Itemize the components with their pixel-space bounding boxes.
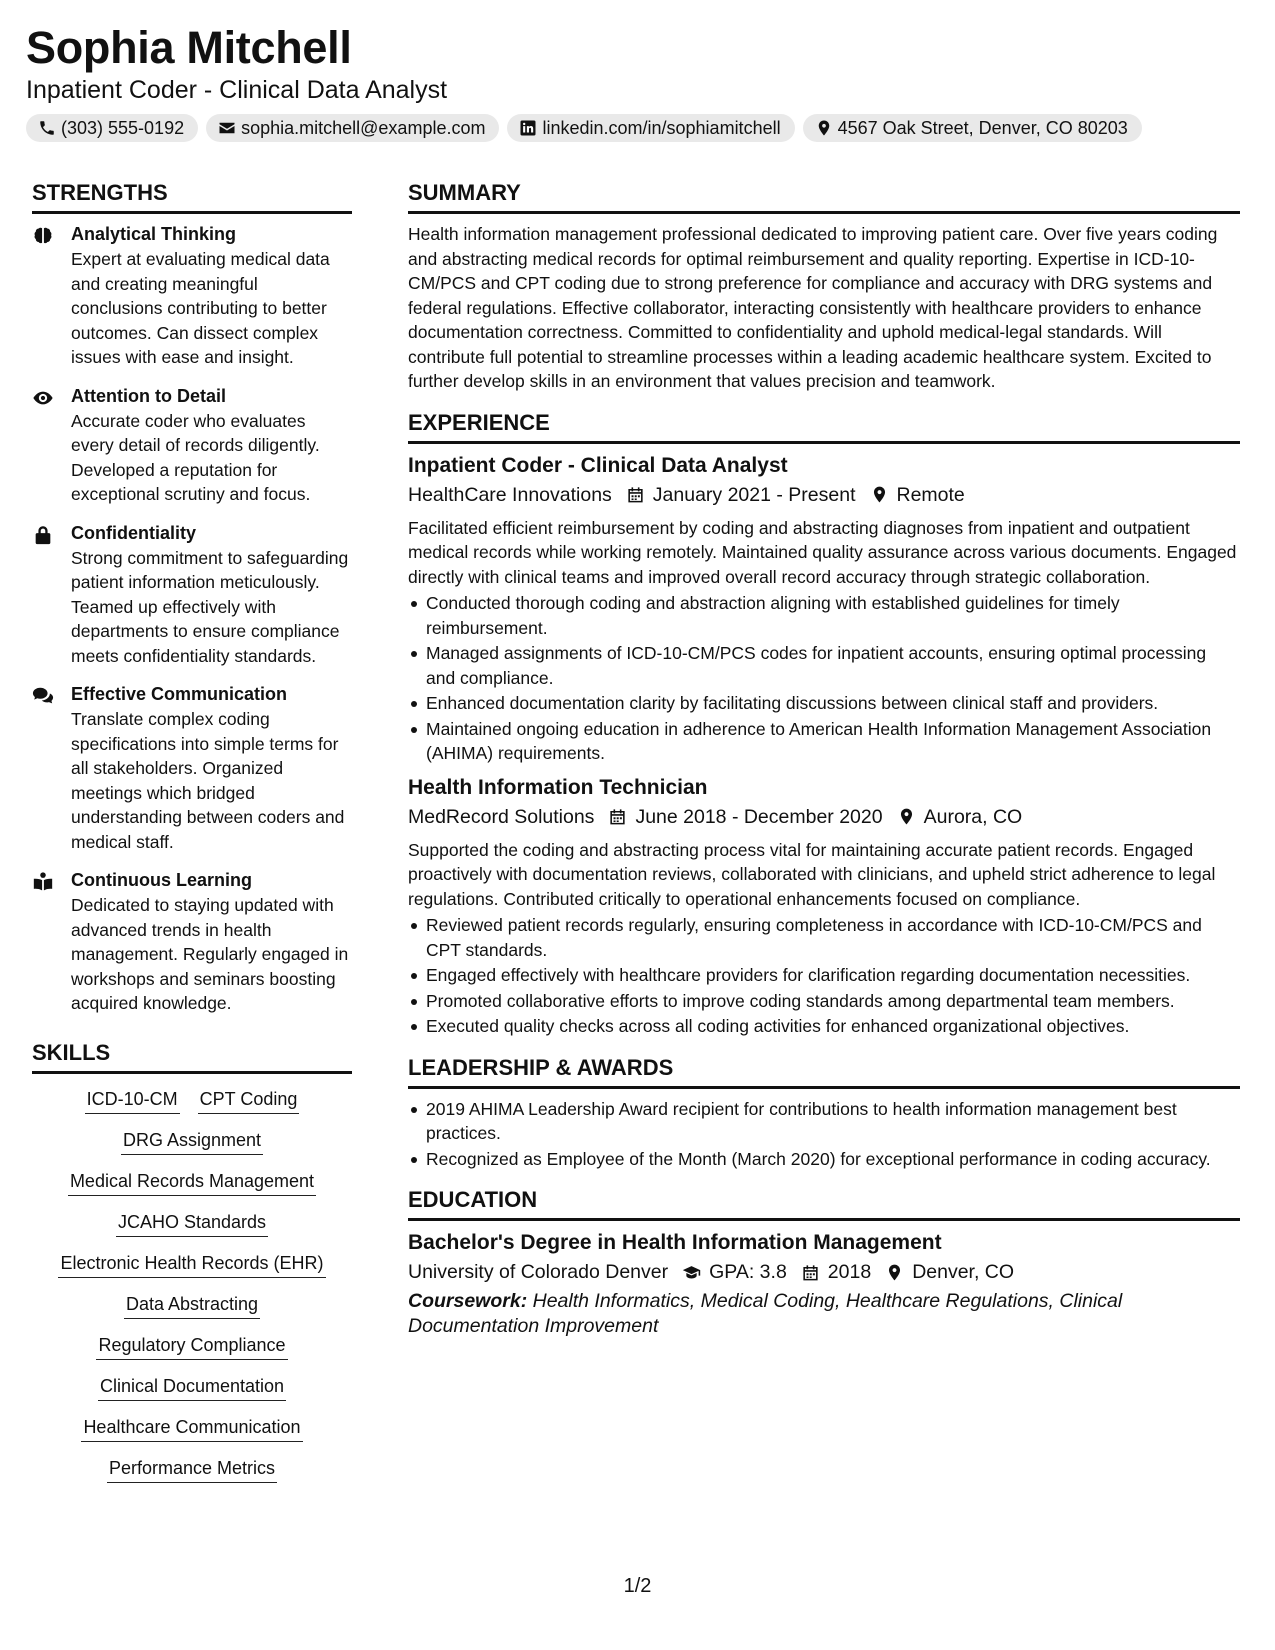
- job-meta: [408, 802, 1240, 832]
- job-bullets: [408, 591, 1240, 766]
- summary-text: Health information management professional dedicated to improving patient care. Over five years coding and abstracting medical records for optimal reimbursement and quality reporting. Expertise in ICD-10-CM/PCS and CPT coding due to strong preference for compliance and accuracy with DRG systems and federal regulations. Effective collaborator, interacting consistently with healthcare providers to enhance documentation correctness. Committed to confidentiality and uphold medical-legal standards. Will contribute full potential to streamline processes within a leading academic healthcare system. Excited to further develop skills in an environment that values precision and teamwork.: [408, 224, 1218, 391]
- candidate-headline: Inpatient Coder - Clinical Data Analyst: [26, 76, 448, 104]
- education-entry: [408, 1229, 1240, 1339]
- strengths-heading: STRENGTHS: [32, 178, 352, 214]
- contact-phone[interactable]: [26, 114, 198, 142]
- job-bullet: Promoted collaborative efforts to improve coding standards among departmental team members.: [408, 989, 1240, 1014]
- map-pin-icon: [885, 1263, 904, 1282]
- contact-address: [803, 114, 1142, 142]
- map-pin-icon: [870, 485, 889, 504]
- job-description: Facilitated efficient reimbursement by coding and abstracting diagnoses from inpatient and outpatient medical records while working remotely. Maintained quality assurance across various documents. Engaged directly with clinical teams and improved overall record accuracy through strategic collaboration.: [408, 517, 1237, 587]
- strength-desc: Expert at evaluating medical data and creating meaningful conclusions contributing to better outcomes. Can dissect complex issues with ease and insight.: [71, 249, 330, 367]
- coursework-text: Health Informatics, Medical Coding, Healthcare Regulations, Clinical Documentation Improvement: [408, 1290, 1123, 1337]
- book-reader-icon: [32, 871, 54, 893]
- strength-item: [32, 384, 352, 507]
- skill-tag: ICD-10-CM: [85, 1086, 180, 1114]
- right-column: [408, 178, 1240, 1339]
- strength-desc: Dedicated to staying updated with advanced trends in health management. Regularly engaged in workshops and seminars boosting acquired knowledge.: [71, 895, 349, 1013]
- strength-item: [32, 682, 352, 854]
- job-dates: June 2018 - December 2020: [635, 805, 883, 828]
- job-entry: [408, 774, 1240, 1039]
- strength-desc: Translate complex coding specifications into simple terms for all stakeholders. Organized meetings which bridged understanding between coders and medical staff.: [71, 709, 345, 852]
- strength-item: [32, 868, 352, 1016]
- skills-heading: SKILLS: [32, 1038, 352, 1074]
- skills-list: [32, 1084, 352, 1483]
- strength-title: Continuous Learning: [71, 870, 252, 890]
- award-item: Recognized as Employee of the Month (March 2020) for exceptional performance in coding accuracy.: [408, 1147, 1240, 1172]
- job-description: Supported the coding and abstracting process vital for maintaining accurate patient records. Engaged proactively with documentation reviews, collaborated with clinicians, and upheld strict adherence to legal regulations. Contributed critically to operational enhancements focused on compliance.: [408, 839, 1216, 909]
- graduation-cap-icon: [682, 1263, 701, 1282]
- job-bullet: Reviewed patient records regularly, ensuring completeness in accordance with ICD-10-CM/PCS and CPT standards.: [408, 913, 1240, 962]
- award-item: 2019 AHIMA Leadership Award recipient for contributions to health information management best practices.: [408, 1097, 1240, 1146]
- job-bullet: Conducted thorough coding and abstraction aligning with established guidelines for timely reimbursement.: [408, 591, 1240, 640]
- job-title: Health Information Technician: [408, 775, 708, 799]
- contact-linkedin[interactable]: [507, 114, 794, 142]
- phone-icon: [38, 119, 56, 137]
- contact-email[interactable]: [206, 114, 499, 142]
- candidate-name: Sophia Mitchell: [26, 22, 352, 73]
- contact-address-text: 4567 Oak Street, Denver, CO 80203: [837, 118, 1128, 138]
- job-bullet: Engaged effectively with healthcare providers for clarification regarding documentation necessities.: [408, 963, 1240, 988]
- skill-tag: Regulatory Compliance: [96, 1332, 287, 1360]
- job-bullets: [408, 913, 1240, 1039]
- skill-tag: JCAHO Standards: [116, 1209, 268, 1237]
- skill-tag: Data Abstracting: [124, 1291, 260, 1319]
- contact-bar: [26, 114, 1142, 142]
- summary-heading: SUMMARY: [408, 178, 1240, 214]
- strength-title: Analytical Thinking: [71, 224, 237, 244]
- education-meta: [408, 1257, 1240, 1287]
- strength-item: [32, 521, 352, 669]
- job-bullet: Enhanced documentation clarity by facilitating discussions between clinical staff and providers.: [408, 691, 1240, 716]
- eye-icon: [32, 387, 54, 409]
- school-name: University of Colorado Denver: [408, 1261, 669, 1283]
- job-entry: [408, 452, 1240, 766]
- skill-tag: Healthcare Communication: [81, 1414, 302, 1442]
- skill-tag: Performance Metrics: [107, 1455, 277, 1483]
- skill-tag: CPT Coding: [198, 1086, 300, 1114]
- leadership-list: [408, 1097, 1240, 1172]
- coursework-label: Coursework:: [408, 1290, 528, 1312]
- contact-phone-text: (303) 555-0192: [61, 118, 185, 138]
- strength-title: Attention to Detail: [71, 385, 226, 406]
- job-company: MedRecord Solutions: [408, 805, 595, 828]
- left-column: [32, 178, 352, 1483]
- map-pin-icon: [897, 807, 916, 826]
- gpa: GPA: 3.8: [709, 1261, 787, 1283]
- page-number: 1/2: [623, 1575, 652, 1597]
- job-bullet: Maintained ongoing education in adherence to American Health Information Management Association (AHIMA) requirements.: [408, 717, 1240, 766]
- calendar-icon: [608, 807, 627, 826]
- envelope-icon: [218, 119, 236, 137]
- job-company: HealthCare Innovations: [408, 483, 612, 506]
- degree-title: Bachelor's Degree in Health Information Management: [408, 1231, 942, 1254]
- strength-title: Confidentiality: [71, 522, 196, 543]
- skill-tag: DRG Assignment: [121, 1127, 263, 1155]
- graduation-year: 2018: [827, 1261, 872, 1283]
- contact-linkedin-text: linkedin.com/in/sophiamitchell: [542, 118, 781, 138]
- skill-tag: Medical Records Management: [68, 1168, 316, 1196]
- strength-desc: Accurate coder who evaluates every detail of records diligently. Developed a reputation for exceptional scrutiny and focus.: [71, 410, 320, 504]
- calendar-icon: [801, 1263, 820, 1282]
- strength-item: [32, 222, 352, 370]
- coursework: [408, 1289, 1240, 1339]
- map-pin-icon: [815, 119, 833, 137]
- job-location: Aurora, CO: [923, 805, 1023, 828]
- job-bullet: Executed quality checks across all coding activities for enhanced organizational objectives.: [408, 1014, 1240, 1039]
- job-meta: [408, 480, 1240, 510]
- leadership-heading: LEADERSHIP & AWARDS: [408, 1053, 1240, 1089]
- comments-icon: [32, 685, 54, 707]
- lock-icon: [32, 524, 54, 546]
- job-bullet: Managed assignments of ICD-10-CM/PCS codes for inpatient accounts, ensuring optimal processing and compliance.: [408, 641, 1240, 690]
- strength-title: Effective Communication: [71, 684, 288, 704]
- skill-tag: Electronic Health Records (EHR): [58, 1250, 325, 1278]
- education-location: Denver, CO: [912, 1261, 1015, 1283]
- job-title: Inpatient Coder - Clinical Data Analyst: [408, 453, 788, 477]
- strength-desc: Strong commitment to safeguarding patient information meticulously. Teamed up effectively with departments to ensure compliance meets confidentiality standards.: [71, 547, 349, 666]
- contact-email-text: sophia.mitchell@example.com: [241, 118, 486, 138]
- linkedin-icon: [519, 119, 537, 137]
- skill-tag: Clinical Documentation: [98, 1373, 286, 1401]
- brain-icon: [32, 225, 54, 247]
- education-heading: EDUCATION: [408, 1185, 1240, 1221]
- job-dates: January 2021 - Present: [652, 483, 856, 506]
- experience-heading: EXPERIENCE: [408, 408, 1240, 444]
- calendar-icon: [626, 485, 645, 504]
- job-location: Remote: [896, 483, 965, 506]
